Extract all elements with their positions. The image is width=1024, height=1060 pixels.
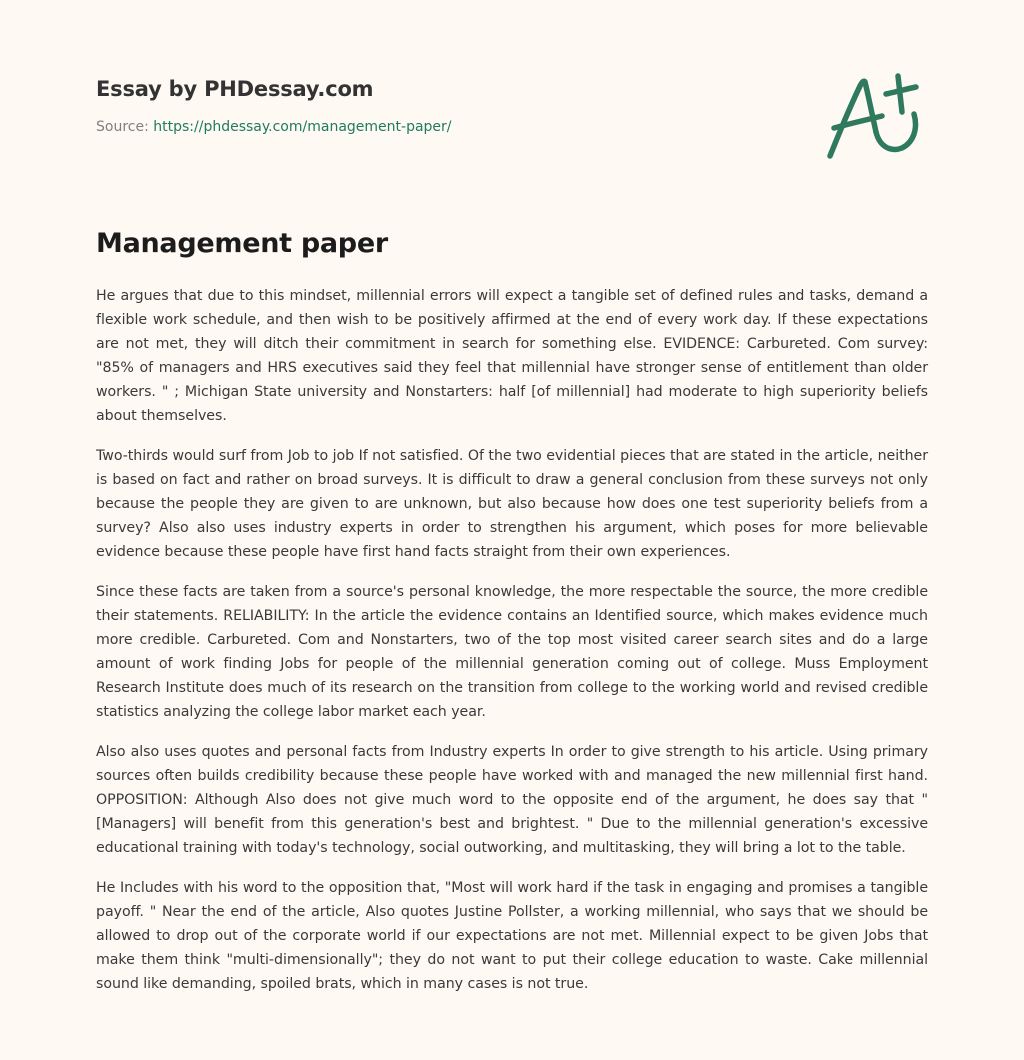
source-label: Source: bbox=[96, 119, 154, 135]
page-title: Management paper bbox=[96, 228, 388, 259]
article-paragraph: Two-thirds would surf from Job to job If not satisfied. Of the two evidential pieces that are stated in the article, neither is based on fact and rather on broad surveys. It is difficult to draw a general conclusion from these surveys not only because the people they are given to are unknown, but also because how does one test superiority beliefs from a survey? Also also uses industry experts in order to strengthen his argument, which poses for more believable evidence because these people have first hand facts straight from their own experiences. bbox=[96, 448, 928, 560]
article-paragraph: He argues that due to this mindset, millennial errors will expect a tangible set of defined rules and tasks, demand a flexible work schedule, and then wish to be positively affirmed at the end of every work day. If these expectations are not met, they will ditch their commitment in search for something else. EVIDENCE: Carbureted. Com survey: "85% of managers and HRS executives said they feel that millennial have stronger sense of entitlement than older workers. " ; Michigan State university and Nonstarters: half [of millennial] had moderate to high superiority beliefs about themselves. bbox=[96, 288, 928, 424]
site-title: Essay by PHDessay.com bbox=[96, 77, 374, 101]
article-body bbox=[96, 284, 928, 1012]
article-paragraph: Also also uses quotes and personal facts from Industry experts In order to give strength to his article. Using primary sources often builds credibility because these people have worked with and managed the new millennial first hand. OPPOSITION: Although Also does not give much word to the opposite end of the argument, he does say that "[Managers] will benefit from this generation's best and brightest. " Due to the millennial generation's excessive educational training with today's technology, social outworking, and multitasking, they will bring a lot to the table. bbox=[96, 744, 928, 856]
article-paragraph: He Includes with his word to the opposition that, "Most will work hard if the task in engaging and promises a tangible payoff. " Near the end of the article, Also quotes Justine Pollster, a working millennial, who says that we should be allowed to drop out of the corporate world if our expectations are not met. Millennial expect to be given Jobs that make them think "multi-dimensionally"; they do not want to put their college education to waste. Cake millennial sound like demanding, spoiled brats, which in many cases is not true. bbox=[96, 880, 928, 992]
source-link[interactable]: https://phdessay.com/management-paper/ bbox=[153, 119, 452, 135]
essay-header bbox=[96, 74, 796, 137]
a-plus-grade-icon bbox=[822, 66, 928, 166]
article-paragraph: Since these facts are taken from a source's personal knowledge, the more respectable the source, the more credible their statements. RELIABILITY: In the article the evidence contains an Identified source, which makes evidence much more credible. Carbureted. Com and Nonstarters, two of the top most visited career search sites and do a large amount of work finding Jobs for people of the millennial generation coming out of college. Muss Employment Research Institute does much of its research on the transition from college to the working world and revised credible statistics analyzing the college labor market each year. bbox=[96, 584, 928, 720]
source-line bbox=[96, 117, 796, 137]
